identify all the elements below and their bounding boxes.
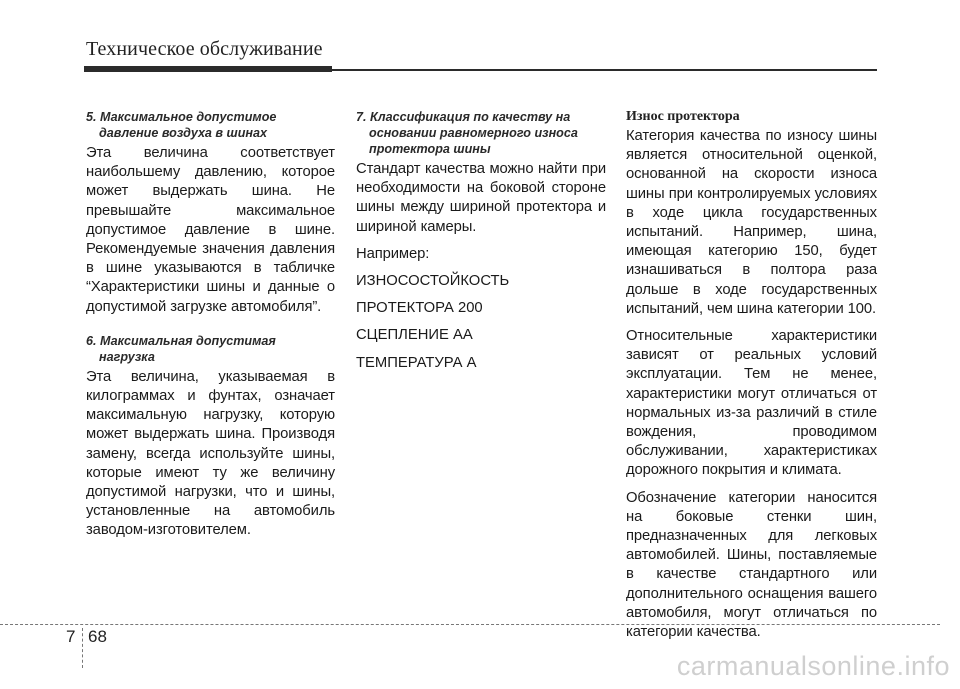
chapter-number: 7 (66, 627, 76, 646)
tread-wear-paragraph-2: Относительные характеристики зависят от реальных условий эксплуатации. Тем не менее, характеристики могут отличаться от нормальных из-за различий в стиле вождения, проводимом обслуживании, характеристиках дорожного покрытия и климата. (626, 328, 877, 479)
header-rule-thin (332, 69, 877, 71)
example-label: Например: (356, 245, 430, 262)
item-6-title: 6. Максимальная допустимая нагрузка (86, 333, 276, 364)
watermark: carmanualsonline.info (676, 651, 950, 681)
footer-page-separator (82, 628, 83, 668)
item-7-text: Стандарт качества можно найти при необходимости на боковой стороне шины между шириной протектора и шириной камеры. (356, 161, 606, 235)
column-right (626, 108, 877, 642)
column-left (86, 109, 335, 541)
example-line: ТЕМПЕРАТУРА А (356, 354, 477, 371)
example-line: СЦЕПЛЕНИЕ АА (356, 327, 473, 344)
item-5-title: 5. Максимальное допустимое давление воздуха в шинах (86, 110, 277, 140)
tread-wear-heading: Износ протектора (626, 109, 740, 124)
item-6-text: Эта величина, указываемая в килограммах и фунтах, означает максимальную нагрузку, которую может выдержать шина. Производя замену, всегда используйте шины, которые имеют ту же величину допустимой нагрузки, что и шины, установленные на автомобиль заводом-изготовителем. (86, 368, 335, 539)
item-5-text: Эта величина соответствует наибольшему давлению, которое может выдержать шина. Не превышайте максимальное допустимое давление в шине. Рекомендуемые значения давления в шине указываются в табличке “Характеристики шины и данные о допустимой загрузке автомобиля”. (86, 145, 335, 315)
page-number: 68 (88, 627, 107, 646)
footer-dashed-line (0, 624, 940, 625)
page-header-title: Техническое обслуживание (86, 38, 323, 60)
tread-wear-paragraph-1: Категория качества по износу шины является относительной оценкой, основанной на скорости износа шины при контролируемых условиях в ходе цикла государственных испытаний. Например, шина, имеющая категорию 150, будет изнашиваться в полтора раза дольше в ходе государственных испытаний, чем шина категории 100. (626, 128, 877, 317)
column-middle (356, 109, 606, 373)
header-rule-thick (84, 66, 332, 72)
example-line: ПРОТЕКТОРА 200 (356, 300, 483, 317)
item-7-title: 7. Классификация по качеству на основании равномерного износа протектора шины (356, 110, 578, 156)
tread-wear-paragraph-3: Обозначение категории наносится на боковые стенки шин, предназначенных для легковых автомобилей. Шины, поставляемые в качестве стандартного или дополнительного оснащения вашего автомобиля, могут отличаться по категории качества. (626, 489, 877, 641)
example-line: ИЗНОСОСТОЙКОСТЬ (356, 273, 510, 290)
